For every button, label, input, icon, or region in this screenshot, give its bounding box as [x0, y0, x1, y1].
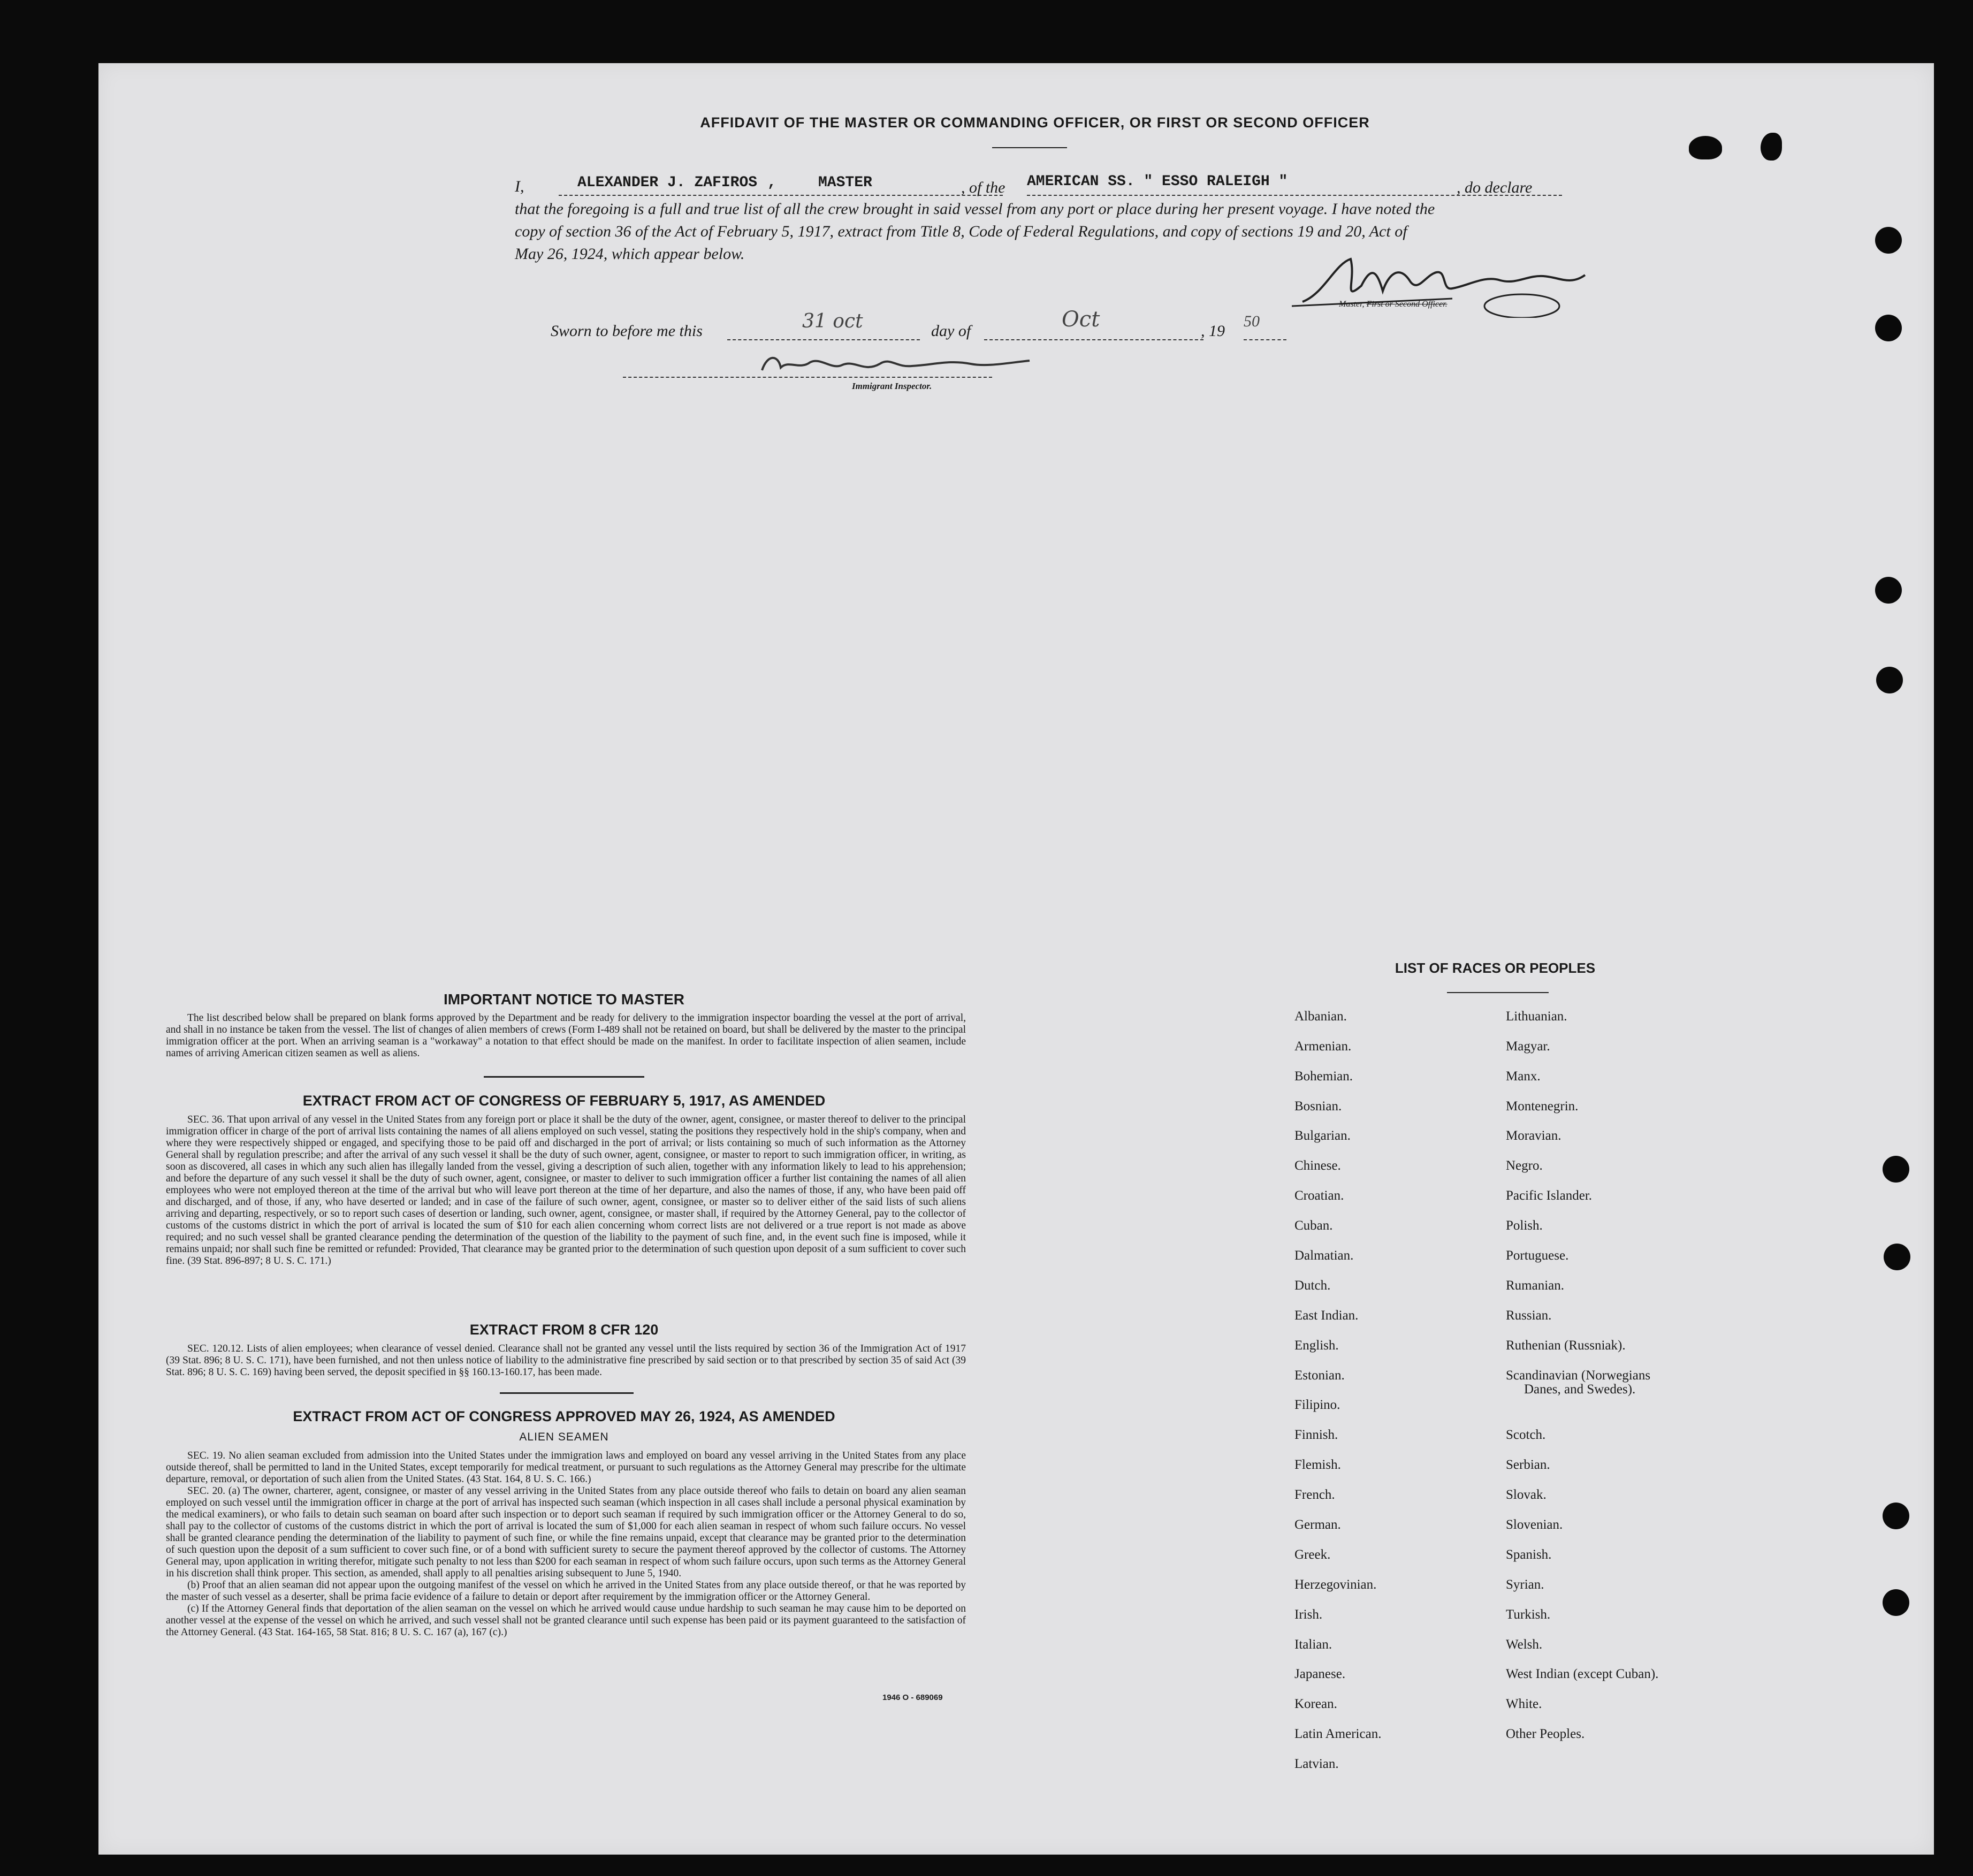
race-item: Irish. [1294, 1607, 1323, 1622]
race-item: Slovenian. [1506, 1517, 1563, 1532]
punch-hole [1875, 227, 1902, 254]
race-item: Dalmatian. [1294, 1248, 1354, 1263]
race-item: Dutch. [1294, 1278, 1331, 1293]
race-item: English. [1294, 1338, 1339, 1353]
race-item: Bosnian. [1294, 1099, 1342, 1114]
sworn-month-line [984, 339, 1203, 340]
master-name-separator: , [767, 174, 776, 191]
race-item: Bohemian. [1294, 1069, 1353, 1084]
section-20c-paragraph: (c) If the Attorney General finds that deportation of the alien seaman on the vessel on which he arrived would cause undue hardship to such seaman he may cause him to be deported on another vessel at the expense of the vessel on which he arrived, and such vessel shall not be granted clearance until such expense has been paid or its payment guaranteed to the satisfaction of the Attorney General. (43 Stat. 164-165, 58 Stat. 816; 8 U. S. C. 167 (a), 167 (c).) [166, 1603, 966, 1638]
affidavit-prefix: I, [515, 178, 524, 195]
punch-hole [1883, 1156, 1909, 1183]
race-item: Cuban. [1294, 1218, 1333, 1233]
master-title: MASTER [818, 174, 872, 191]
vessel-name: AMERICAN SS. " ESSO RALEIGH " [1027, 173, 1288, 190]
race-item: Moravian. [1506, 1128, 1561, 1143]
section-20b-paragraph: (b) Proof that an alien seaman did not appear upon the outgoing manifest of the vessel on which he arrived in the United States from any place outside thereof, or that he was reported by the master of such vessel as a deserter, shall be prima facie evidence of a failure to detain or deport after requirement by the immigration officer or the Attorney General. [166, 1580, 966, 1603]
alien-seamen-subtitle: ALIEN SEAMEN [519, 1431, 609, 1443]
race-item: German. [1294, 1517, 1341, 1532]
race-item: Finnish. [1294, 1428, 1338, 1442]
extract-1924-title: EXTRACT FROM ACT OF CONGRESS APPROVED MAY 26, 1924, AS AMENDED [293, 1408, 835, 1424]
race-item: Ruthenian (Russniak). [1506, 1338, 1626, 1353]
race-item: Turkish. [1506, 1607, 1551, 1622]
race-item: West Indian (except Cuban). [1506, 1667, 1659, 1681]
extract-1917-title: EXTRACT FROM ACT OF CONGRESS OF FEBRUARY 5, 1917, AS AMENDED [302, 1093, 826, 1109]
year-handwritten: 50 [1244, 312, 1260, 330]
race-item: Lithuanian. [1506, 1009, 1567, 1024]
divider [992, 147, 1067, 148]
race-item: French. [1294, 1488, 1335, 1502]
extract-1917-body [166, 1114, 966, 1267]
affidavit-body-line: that the foregoing is a full and true list of all the crew brought in said vessel from any port or place during her present voyage. I have noted the [515, 200, 1435, 218]
punch-hole [1875, 315, 1902, 341]
divider [1447, 992, 1549, 993]
officer-caption: First or Second Officer. [1366, 300, 1448, 309]
of-the-label: , of the [961, 179, 1005, 196]
race-item: Montenegrin. [1506, 1099, 1579, 1114]
punch-hole [1884, 1244, 1910, 1270]
race-item: Spanish. [1506, 1547, 1552, 1562]
race-item: Magyar. [1506, 1039, 1550, 1054]
race-item: Filipino. [1294, 1398, 1340, 1412]
document-sheet [98, 63, 1934, 1855]
year-prefix: , 19 [1201, 322, 1225, 340]
race-item: Greek. [1294, 1547, 1331, 1562]
divider [484, 1076, 644, 1078]
master-name: ALEXANDER J. ZAFIROS [577, 174, 758, 191]
section-20a-paragraph: SEC. 20. (a) The owner, charterer, agent, consignee, or master of any vessel arriving in the United States from any place outside thereof who fails to detain on board any alien seaman employed on such vessel until the immigration officer in charge at the port of arrival has inspected such seaman (which inspection in all cases shall include a personal physical examination by the medical examiners), or who fails to detain such seaman on board after such inspection or to deport such seaman if required by such immigration officer or the Attorney General to do so, shall pay to the collector of customs of the customs district in which the port of arrival is located the sum of $1,000 for each alien seaman in respect of whom such failure occurs. No vessel shall be granted clearance pending the determination of the liability to payment of such fine, or while the fine remains unpaid, except that clearance may be granted prior to the determination of such question upon the deposit of a sum sufficient to cover such fine, or of a bond with sufficient surety to secure the payment thereof approved by the collector of customs. The Attorney General may, upon application in writing therefor, mitigate such penalty to not less than $200 for each seaman in respect of whom such failure occurs, upon such terms as the Attorney General in his discretion shall think proper. This section, as amended, shall apply to all penalties arising subsequent to June 5, 1940. [166, 1485, 966, 1579]
section-19-paragraph: SEC. 19. No alien seaman excluded from admission into the United States under the immigration laws and employed on board any vessel arriving in the United States from any place outside thereof, shall be permitted to land in the United States, except temporarily for medical treatment, or pursuant to such regulations as the Attorney General may prescribe for the ultimate departure, removal, or deportation of such alien from the United States. (43 Stat. 164, 8 U. S. C. 166.) [166, 1450, 966, 1485]
race-item: Bulgarian. [1294, 1128, 1351, 1143]
print-code: 1946 O - 689069 [882, 1693, 943, 1702]
race-item: Portuguese. [1506, 1248, 1569, 1263]
binder-mark [1761, 133, 1782, 161]
do-declare-label: , do declare [1457, 179, 1533, 196]
signer-caption [1339, 300, 1448, 309]
race-item: Manx. [1506, 1069, 1541, 1084]
notice-title: IMPORTANT NOTICE TO MASTER [443, 991, 685, 1008]
race-item: Chinese. [1294, 1158, 1341, 1173]
race-item: Negro. [1506, 1158, 1543, 1173]
punch-hole [1875, 577, 1902, 604]
sworn-day-line [727, 339, 920, 340]
punch-hole [1883, 1503, 1909, 1529]
race-item: Russian. [1506, 1308, 1552, 1323]
race-item: Scandinavian (Norwegians [1506, 1368, 1651, 1383]
sworn-month-handwritten: Oct [1062, 307, 1100, 332]
race-item: Scotch. [1506, 1428, 1546, 1442]
race-item: Latvian. [1294, 1757, 1339, 1771]
affidavit-body-line: copy of section 36 of the Act of February 5, 1917, extract from Title 8, Code of Federal Regulations, and copy of sections 19 and 20, Act of [515, 223, 1407, 240]
race-item: Albanian. [1294, 1009, 1347, 1024]
affidavit-title: AFFIDAVIT OF THE MASTER OR COMMANDING OFFICER, OR FIRST OR SECOND OFFICER [700, 115, 1370, 131]
inspector-caption: Immigrant Inspector. [852, 381, 932, 391]
affidavit-body-line: May 26, 1924, which appear below. [515, 245, 745, 263]
race-item: Croatian. [1294, 1188, 1344, 1203]
race-item: Latin American. [1294, 1727, 1382, 1741]
master-name-line [559, 195, 1003, 196]
master-caption: Master, [1339, 300, 1365, 309]
race-item: Pacific Islander. [1506, 1188, 1593, 1203]
section-36-paragraph: SEC. 36. That upon arrival of any vessel in the United States from any foreign port or place it shall be the duty of the owner, agent, consignee, or master thereof to deliver to the principal immigration officer in charge of the port of arrival lists containing the names of all aliens employed on such vessel, stating the positions they respectively hold in the ship's company, when and where they were respectively shipped or engaged, and specifying those to be paid off and discharged in the port of arrival; or lists containing so much of such information as the Attorney General shall by regulation prescribe; and after the arrival of any such vessel it shall be the duty of such owner, agent, consignee, or master to report to such immigration officer, in writing, as soon as discovered, all cases in which any such alien has illegally landed from the vessel, giving a description of such alien, together with any information likely to lead to his apprehension; and before the departure of any such vessel it shall be the duty of such owner, agent, consignee, or master to deliver to such immigration officer a further list containing the names of all alien employees who were not employed thereon at the time of the arrival but who will leave port thereon at the time of her departure, and also the names of those, if any, who have been paid off and discharged, and of those, if any, who have deserted or landed; and in case of the failure of such owner, agent, consignee, or master so to deliver either of the said lists of such aliens arriving and departing, respectively, or so to report such cases of desertion or landing, such owner, agent, consignee, or master shall, if required by the Attorney General, pay to the collector of customs of the customs district in which the port of arrival is located the sum of $10 for each alien concerning whom correct lists are not delivered or a true report is not made as above required; and no such vessel shall be granted clearance pending the determination of the question of the liability to the payment of such fine, and, in the event such fine is imposed, while it remains unpaid; nor shall such fine be remitted or refunded: Provided, That clearance may be granted prior to the determination of such question upon deposit of a sum sufficient to cover such fine. (39 Stat. 896-897; 8 U. S. C. 171.) [166, 1114, 966, 1267]
inspector-line [623, 377, 992, 378]
extract-cfr-title: EXTRACT FROM 8 CFR 120 [469, 1322, 659, 1338]
race-item: Herzegovinian. [1294, 1577, 1377, 1592]
sworn-prefix: Sworn to before me this [551, 322, 703, 340]
race-item: Korean. [1294, 1697, 1337, 1711]
section-120-12-paragraph: SEC. 120.12. Lists of alien employees; when clearance of vessel denied. Clearance shall not be granted any vessel until the lists required by section 36 of the Immigration Act of 1917 (39 Stat. 896; 8 U. S. C. 171), have been furnished, and not then unless notice of liability to the administrative fine prescribed by said section or to that prescribed by section 35 of said Act (39 Stat. 896; 8 U. S. C. 169) having been served, the deposit specified in §§ 160.13-160.17, has been made. [166, 1343, 966, 1378]
race-item: Welsh. [1506, 1637, 1543, 1652]
punch-hole [1883, 1589, 1909, 1616]
race-item: Serbian. [1506, 1458, 1550, 1472]
race-item: East Indian. [1294, 1308, 1359, 1323]
race-item: Italian. [1294, 1637, 1332, 1652]
race-item: White. [1506, 1697, 1542, 1711]
race-item: Syrian. [1506, 1577, 1544, 1592]
race-item: Flemish. [1294, 1458, 1341, 1472]
race-item: Slovak. [1506, 1488, 1547, 1502]
race-item: Japanese. [1294, 1667, 1346, 1681]
race-item: Danes, and Swedes). [1524, 1382, 1636, 1397]
race-item: Armenian. [1294, 1039, 1352, 1054]
punch-hole [1876, 667, 1903, 693]
extract-cfr-body [166, 1343, 966, 1378]
notice-paragraph: The list described below shall be prepared on blank forms approved by the Department and be ready for delivery to the immigration inspector boarding the vessel at the port of arrival, and shall in no instance be taken from the vessel. The list of changes of alien members of crews (Form I-489 shall not be retained on board, but shall be delivered by the master to the principal immigration officer at the port. When an arriving seaman is a "workaway" a notation to that effect should be made on the manifest. In order to facilitate inspection of alien seamen, include names of arriving American citizen seamen as well as aliens. [166, 1012, 966, 1059]
inspector-signature [757, 344, 1035, 381]
day-of-label: day of [931, 322, 971, 340]
extract-1924-body [166, 1450, 966, 1638]
race-item: Estonian. [1294, 1368, 1345, 1383]
sworn-day-handwritten: 31 oct [802, 310, 863, 332]
races-title: LIST OF RACES OR PEOPLES [1395, 960, 1596, 976]
divider [500, 1392, 634, 1394]
race-item: Polish. [1506, 1218, 1543, 1233]
race-item: Other Peoples. [1506, 1727, 1585, 1741]
notice-body [166, 1012, 966, 1059]
binder-mark [1689, 136, 1722, 159]
year-line [1244, 339, 1286, 340]
race-item: Rumanian. [1506, 1278, 1565, 1293]
